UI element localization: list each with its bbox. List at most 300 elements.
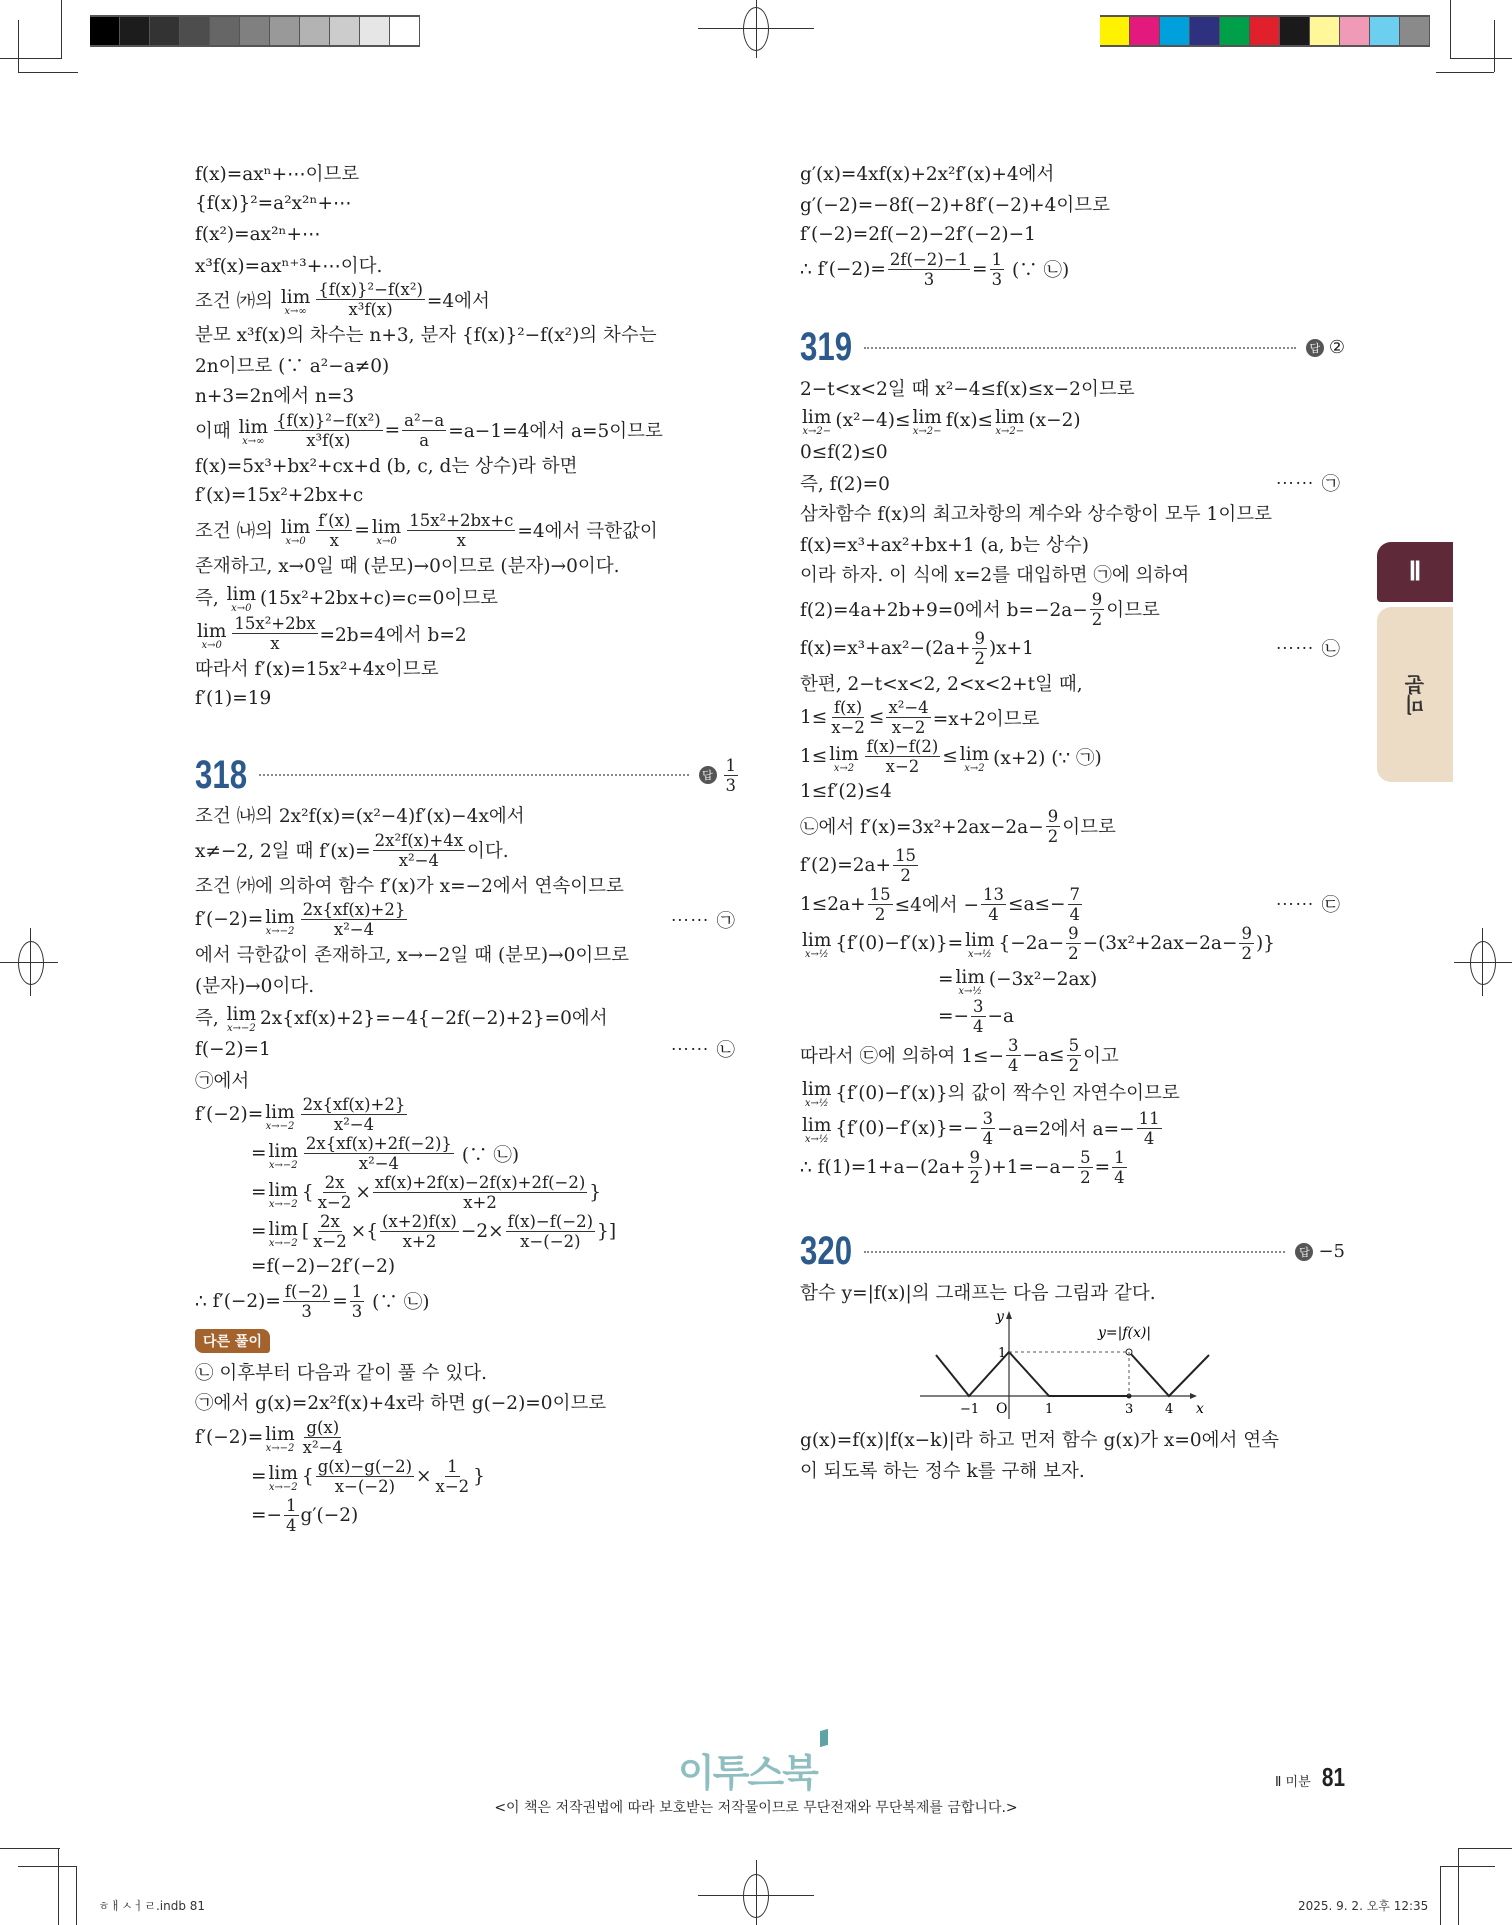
math-text: )+1=−a− (984, 1156, 1077, 1178)
math-text: −(3x²+2ax−2a− (1082, 932, 1238, 954)
solution-line (195, 684, 740, 715)
chapter-tab[interactable] (1377, 542, 1453, 602)
fraction (316, 511, 352, 550)
math-text: 2x{xf(x)+2}=−4{−2f(−2)+2}=0에서 (260, 1008, 608, 1029)
math-text: 1≤2a+ (800, 893, 866, 915)
topic-tab[interactable] (1377, 607, 1453, 782)
answer-icon: 답 (1295, 1243, 1313, 1261)
dotted-leader (864, 347, 1296, 349)
color-swatch (360, 17, 390, 45)
solution-318-alternative (195, 1357, 740, 1535)
limit-subscript: x→2− (995, 426, 1025, 437)
x-axis-arrow-icon (1190, 1393, 1197, 1399)
dotted-leader (259, 774, 689, 776)
limit-operator (265, 903, 294, 937)
solution-line (195, 319, 740, 350)
limit-word: lim (268, 1218, 298, 1240)
limit-operator (281, 513, 310, 547)
solution-line (800, 590, 1345, 629)
math-text: } (589, 1182, 602, 1203)
limit-subscript: x→−2 (265, 1120, 295, 1132)
fraction-numerator: 1 (286, 1495, 297, 1515)
answer-value (1329, 337, 1345, 358)
fraction-denominator: x−2 (885, 757, 920, 776)
equation-label: ⋯⋯ ㉠ (1275, 473, 1341, 495)
limit-operator (269, 1137, 298, 1171)
solution-line (195, 939, 740, 970)
limit-word: lim (226, 584, 257, 605)
solution-line (195, 1282, 740, 1321)
math-text: f′(−2)= (195, 1426, 264, 1448)
math-text: f(x)=5x³+bx²+cx+d (b, c, d는 상수)라 하면 (195, 455, 578, 477)
limit-subscript: x→∞ (284, 305, 307, 317)
aligned-equals: = (938, 969, 954, 990)
fraction-denominator: 4 (982, 1128, 994, 1148)
slug-date: 2025. 9. 2. 오후 12:35 (1298, 1899, 1429, 1913)
graph-curve-right (1131, 1354, 1209, 1396)
fraction (284, 1496, 299, 1535)
math-text: ≤ (942, 746, 958, 767)
solution-line (195, 1095, 740, 1134)
math-text: 즉, (195, 588, 225, 609)
limit-word: lim (829, 743, 859, 765)
abs-f-graph (800, 1307, 1345, 1419)
fraction (283, 1282, 330, 1321)
math-text: (분자)→0이다. (195, 975, 315, 997)
math-text: = (1094, 1156, 1111, 1178)
fraction-numerator: f(−2) (284, 1281, 329, 1301)
slug-file: ㅎㅐㅅㅓㄹ.indb 81 (98, 1899, 206, 1913)
solution-line (195, 1212, 740, 1251)
fraction-numerator: {f(x)}²−f(x²) (276, 410, 381, 430)
math-text: ㉡에서 f′(x)=3x²+2ax−2a− (800, 817, 1044, 838)
process-color-bar (1100, 15, 1430, 47)
limit-word: lim (802, 1115, 832, 1136)
limit-word: lim (268, 1463, 298, 1484)
fraction-numerator: 2x{xf(x)+2} (302, 1095, 406, 1114)
color-swatch (1400, 17, 1430, 45)
fraction-numerator: 3 (982, 1108, 994, 1128)
fraction-numerator: 2x²f(x)+4x (374, 830, 464, 850)
fraction (1239, 924, 1254, 963)
math-text: ∴ f′(−2)= (195, 1290, 281, 1312)
fraction (506, 1212, 595, 1251)
math-text: 이 되도록 하는 정수 k를 구해 보자. (800, 1460, 1085, 1482)
fraction-numerator: 1 (1114, 1147, 1125, 1167)
fraction-numerator: 9 (1047, 806, 1059, 826)
math-text: 따라서 ㉢에 의하여 1≤− (800, 1046, 1005, 1067)
fraction (373, 1173, 587, 1212)
solution-line (195, 480, 740, 511)
solution-line (195, 831, 740, 870)
fraction (1078, 1148, 1093, 1187)
solution-line (195, 1000, 740, 1034)
solution-line (195, 1173, 740, 1212)
limit-operator (372, 513, 401, 547)
fraction-numerator: 1 (351, 1281, 363, 1301)
solution-line (800, 1277, 1345, 1308)
fraction-denominator: x (329, 530, 339, 550)
math-text: (15x²+2bx+c)=c=0이므로 (260, 588, 499, 609)
fraction (893, 846, 918, 885)
color-swatch (240, 17, 270, 45)
limit-operator (960, 740, 989, 774)
fraction (886, 698, 930, 737)
math-text: (∵ ㉡) (1006, 260, 1070, 281)
limit-word: lim (955, 966, 985, 988)
solution-line (800, 559, 1345, 590)
fraction-numerator: f′(x) (318, 510, 351, 530)
section-label: Ⅱ 미분 (1275, 1775, 1311, 1790)
limit-operator (227, 1000, 256, 1034)
limit-operator (281, 283, 310, 317)
math-text: } (473, 1465, 485, 1487)
solution-line (195, 653, 740, 684)
limit-operator (265, 1098, 294, 1132)
fraction (981, 885, 1006, 924)
limit-operator (269, 1176, 298, 1210)
answer-icon: 답 (1306, 339, 1324, 357)
fraction-denominator: 2 (1047, 826, 1059, 846)
math-text: −a≤ (1022, 1044, 1065, 1066)
fraction-denominator: x−2 (317, 1193, 352, 1212)
math-text: 즉, (195, 1008, 225, 1029)
fraction-numerator: g(x) (306, 1417, 340, 1437)
fraction-numerator: 7 (1069, 884, 1081, 904)
math-text: f′(2)=2a+ (800, 854, 892, 876)
fraction-denominator: x²−4 (333, 1115, 375, 1134)
math-text: { (301, 1182, 314, 1203)
math-text: = (384, 419, 401, 441)
fraction (402, 411, 446, 450)
fraction-denominator: x−(−2) (334, 1476, 396, 1496)
math-text: −5 (1318, 1241, 1345, 1262)
limit-operator (995, 403, 1024, 437)
fraction-denominator: 2 (1241, 943, 1252, 963)
fraction-denominator: 2 (1068, 943, 1079, 963)
math-text: (∵ ㉡) (366, 1292, 430, 1313)
fraction-numerator: 5 (1068, 1035, 1080, 1055)
solution-line (800, 1424, 1345, 1455)
fraction-denominator: x+2 (402, 1232, 437, 1251)
math-text: ≤a≤− (1007, 893, 1066, 915)
math-text: 이므로 (1106, 600, 1160, 621)
aligned-equals: =− (251, 1504, 283, 1526)
limit-subscript: x→−2 (268, 1159, 298, 1171)
math-text: ×{ (350, 1221, 379, 1242)
fraction-denominator: 3 (923, 269, 935, 289)
fraction (968, 1148, 983, 1187)
left-column (195, 158, 740, 1535)
solution-line (195, 1387, 740, 1418)
solution-line (195, 250, 740, 281)
color-swatch (1160, 17, 1190, 45)
math-text: × (355, 1182, 371, 1203)
math-text: = (332, 1290, 348, 1312)
limit-operator (802, 403, 831, 437)
fraction-numerator: 2x (324, 1173, 345, 1192)
limit-operator (269, 1459, 298, 1493)
answer-value (722, 756, 741, 795)
limit-word: lim (265, 1101, 295, 1123)
math-text: {f′(0)−f′(x)}의 값이 짝수인 자연수이므로 (835, 1082, 1180, 1104)
x-tick-label: 1 (1045, 1402, 1054, 1417)
fraction-denominator: x²−4 (333, 920, 375, 939)
fraction-numerator: f(x) (833, 698, 863, 717)
math-text: 1≤f′(2)≤4 (800, 780, 892, 802)
problem-318-header (195, 750, 740, 800)
limit-subscript: x→−2 (265, 925, 295, 937)
solution-line (195, 550, 740, 581)
solution-line (800, 963, 1345, 997)
limit-subscript: x→0 (201, 639, 222, 651)
limit-subscript: x→0 (231, 603, 252, 614)
fraction-denominator: 4 (286, 1515, 297, 1535)
limit-subscript: x→−2 (268, 1198, 298, 1210)
limit-subscript: x→2 (964, 762, 985, 774)
x-axis-label: x (1196, 1401, 1204, 1417)
x-tick-label: −1 (960, 1402, 980, 1417)
fraction-numerator: 2x{xf(x)+2f(−2)} (305, 1134, 452, 1153)
solution-line (195, 1034, 740, 1065)
limit-operator (965, 926, 994, 960)
fraction (373, 831, 465, 870)
math-text: 이므로 (1062, 817, 1116, 838)
solution-318-alternative-continued (800, 158, 1345, 289)
fraction (972, 629, 987, 668)
math-text: −a (987, 1005, 1015, 1027)
fraction (724, 756, 739, 795)
math-text: 1≤ (800, 746, 828, 767)
math-text: f(−2)=1 (195, 1038, 271, 1060)
math-text: = (972, 258, 988, 280)
copyright-notice: <이 책은 저작권법에 따라 보호받는 저작물이므로 무단전재와 무단복제를 금합니다.> (494, 1800, 1018, 1816)
solution-line (195, 380, 740, 411)
math-text: [ (301, 1221, 310, 1242)
limit-operator (239, 413, 268, 447)
fraction-denominator: a (419, 430, 430, 450)
solution-line (800, 219, 1345, 250)
math-text: f(x²)=ax²ⁿ+⋯ (195, 223, 321, 245)
fraction (304, 1134, 454, 1173)
solution-line (800, 737, 1345, 776)
page-number-block (1275, 1762, 1348, 1793)
book-icon (820, 1729, 828, 1747)
color-swatch (1250, 17, 1280, 45)
color-swatch (300, 17, 330, 45)
limit-subscript: x→∞ (242, 436, 265, 447)
x-tick-label: 3 (1125, 1402, 1134, 1417)
limit-operator (197, 617, 226, 651)
fraction-denominator: 3 (725, 775, 736, 795)
limit-subscript: x→½ (958, 985, 983, 997)
fraction-numerator: 9 (1068, 923, 1079, 943)
curve-label: y=|f(x)| (1098, 1325, 1152, 1341)
math-text: 한편, 2−t<x<2, 2<x<2+t일 때, (800, 673, 1083, 695)
limit-word: lim (802, 930, 832, 951)
solution-line (800, 189, 1345, 220)
y-axis-arrow-icon (1006, 1311, 1012, 1319)
fraction-numerator: 15x²+2bx+c (409, 510, 514, 530)
solution-line (195, 1496, 740, 1535)
fraction-denominator: x−2 (435, 1476, 470, 1496)
fraction-denominator: x (270, 634, 280, 653)
fraction (1006, 1036, 1021, 1075)
chapter-tab-label: Ⅱ (1408, 557, 1422, 586)
limit-word: lim (802, 1078, 832, 1100)
math-text: (−3x²−2ax) (988, 969, 1098, 990)
fraction-numerator: f(x)−f(−2) (507, 1212, 594, 1231)
topic-tab-label: 미분 (1403, 674, 1428, 715)
limit-word: lim (197, 620, 227, 642)
fraction (1137, 1109, 1162, 1148)
math-text: f(2)=4a+2b+9=0에서 b=−2a− (800, 600, 1088, 621)
math-text: (x+2) (∵ ㉠) (993, 747, 1102, 769)
fraction-denominator: 2 (1080, 1167, 1091, 1187)
math-text: 따라서 f′(x)=15x²+4x이므로 (195, 659, 439, 681)
fraction (301, 1095, 408, 1134)
solution-line (195, 870, 740, 901)
math-text: f(x)=axⁿ+⋯이므로 (195, 164, 360, 186)
fraction-denominator: 4 (1143, 1128, 1155, 1148)
math-text: 삼차함수 f(x)의 최고차항의 계수와 상수항이 모두 1이므로 (800, 504, 1272, 526)
limit-operator (912, 403, 941, 437)
fraction-numerator: 9 (974, 628, 985, 648)
fraction-denominator: 4 (1008, 1055, 1019, 1075)
fraction-denominator: x²−4 (358, 1154, 400, 1173)
fraction-denominator: x−2 (313, 1232, 347, 1251)
fraction-numerator: 1 (447, 1456, 458, 1476)
fraction-denominator: x+2 (463, 1193, 497, 1212)
fraction-denominator: x (456, 530, 466, 550)
fraction (1068, 885, 1083, 924)
fraction-numerator: 5 (1080, 1147, 1091, 1167)
fraction-numerator: x²−4 (888, 698, 929, 717)
math-text: {f′(0)−f′(x)}=− (835, 1117, 979, 1139)
limit-subscript: x→½ (804, 1097, 829, 1109)
solution-line (800, 498, 1345, 529)
fraction-numerator: 2x (320, 1212, 340, 1231)
math-text: n+3=2n에서 n=3 (195, 386, 355, 408)
graph-curve-left (936, 1352, 1129, 1396)
limit-subscript: x→2− (802, 426, 832, 437)
fraction-denominator: x−(−2) (520, 1232, 581, 1251)
math-text: )} (1255, 932, 1275, 954)
limit-subscript: x→2 (833, 762, 855, 774)
right-column (800, 158, 1345, 1485)
problem-number: 318 (195, 752, 248, 797)
math-text: f′(1)=19 (195, 688, 272, 710)
fraction-numerator: 13 (982, 884, 1004, 904)
fraction-denominator: 4 (973, 1016, 984, 1036)
fraction-denominator: x−2 (891, 718, 926, 737)
aligned-equals: =f(−2)−2f′(−2) (251, 1255, 396, 1277)
fraction (1066, 924, 1081, 963)
limit-subscript: x→−2 (226, 1023, 256, 1034)
math-text: f′(−2)= (195, 1104, 264, 1125)
fraction (301, 900, 408, 939)
math-text: g(x)=f(x)|f(x−k)|라 하고 먼저 함수 g(x)가 x=0에서 연속 (800, 1430, 1279, 1452)
math-text: x≠−2, 2일 때 f′(x)= (195, 841, 371, 862)
equation-label: ⋯⋯ ㉠ (670, 910, 736, 932)
color-swatch (330, 17, 360, 45)
color-swatch (1100, 17, 1130, 45)
limit-word: lim (226, 1004, 257, 1025)
fraction-denominator: 3 (991, 269, 1003, 289)
solution-line (800, 250, 1345, 289)
fraction-denominator: 3 (301, 1301, 312, 1321)
fraction-denominator: x²−4 (398, 850, 439, 870)
aligned-equals: = (251, 1221, 267, 1242)
math-text: g′(x)=4xf(x)+2x²f′(x)+4에서 (800, 164, 1055, 186)
solution-line (800, 437, 1345, 468)
alternative-solution-badge: 다른 풀이 (195, 1329, 270, 1353)
color-swatch (90, 17, 120, 45)
fraction (316, 280, 425, 319)
color-swatch (1220, 17, 1250, 45)
math-text: 1≤ (800, 707, 828, 728)
limit-subscript: x→½ (804, 949, 829, 960)
solution-line (195, 158, 740, 189)
fraction-denominator: 2 (1068, 1055, 1080, 1075)
math-text: ≤ (868, 707, 885, 728)
fraction-numerator: 2x{xf(x)+2} (302, 900, 406, 919)
problem-number: 320 (800, 1229, 853, 1273)
fraction-numerator: g(x)−g(−2) (317, 1456, 413, 1476)
math-text: 분모 x³f(x)의 차수는 n+3, 분자 {f(x)}²−f(x²)의 차수는 (195, 325, 657, 347)
color-swatch (1190, 17, 1220, 45)
problem-319-header (800, 323, 1345, 373)
fraction-denominator: 2 (1091, 609, 1103, 629)
publisher-logo-text: 이투스북 (678, 1751, 817, 1795)
fraction-numerator: a²−a (404, 410, 445, 430)
math-text: ㉠에서 (195, 1070, 250, 1092)
math-text: =2b=4에서 b=2 (319, 624, 467, 646)
solution-line (800, 629, 1345, 668)
fraction-numerator: 9 (1091, 589, 1103, 609)
solution-line (195, 800, 740, 831)
fraction (407, 511, 515, 550)
math-text: f′(−2)=2f(−2)−2f′(−2)−1 (800, 223, 1036, 245)
solution-line (195, 1065, 740, 1096)
fraction-denominator: 3 (351, 1301, 363, 1321)
color-swatch (1370, 17, 1400, 45)
limit-subscript: x→−2 (268, 1237, 298, 1249)
fraction-denominator: x³f(x) (306, 430, 351, 450)
math-text: {−2a− (998, 932, 1065, 954)
limit-word: lim (965, 930, 995, 951)
color-swatch (210, 17, 240, 45)
math-text: =4에서 극한값이 (517, 521, 658, 542)
math-text: ≤4에서 − (894, 895, 979, 916)
math-text: ② (1328, 337, 1345, 358)
fraction-numerator: {f(x)}²−f(x²) (318, 280, 423, 299)
math-text: ∴ f(1)=1+a−(2a+ (800, 1156, 966, 1178)
math-text: g′(−2)=−8f(−2)+8f′(−2)+4이므로 (800, 194, 1110, 216)
fraction-denominator: x²−4 (302, 1437, 343, 1457)
limit-word: lim (265, 906, 295, 928)
color-swatch (1340, 17, 1370, 45)
limit-word: lim (268, 1140, 298, 1162)
fraction-numerator: 9 (969, 1147, 981, 1167)
aligned-equals: = (251, 1143, 267, 1164)
limit-word: lim (802, 407, 832, 428)
fraction (829, 698, 867, 737)
math-text: 0≤f(2)≤0 (800, 441, 888, 463)
limit-subscript: x→½ (804, 1134, 829, 1145)
solution-320 (800, 1424, 1345, 1485)
solution-line (800, 1109, 1345, 1148)
